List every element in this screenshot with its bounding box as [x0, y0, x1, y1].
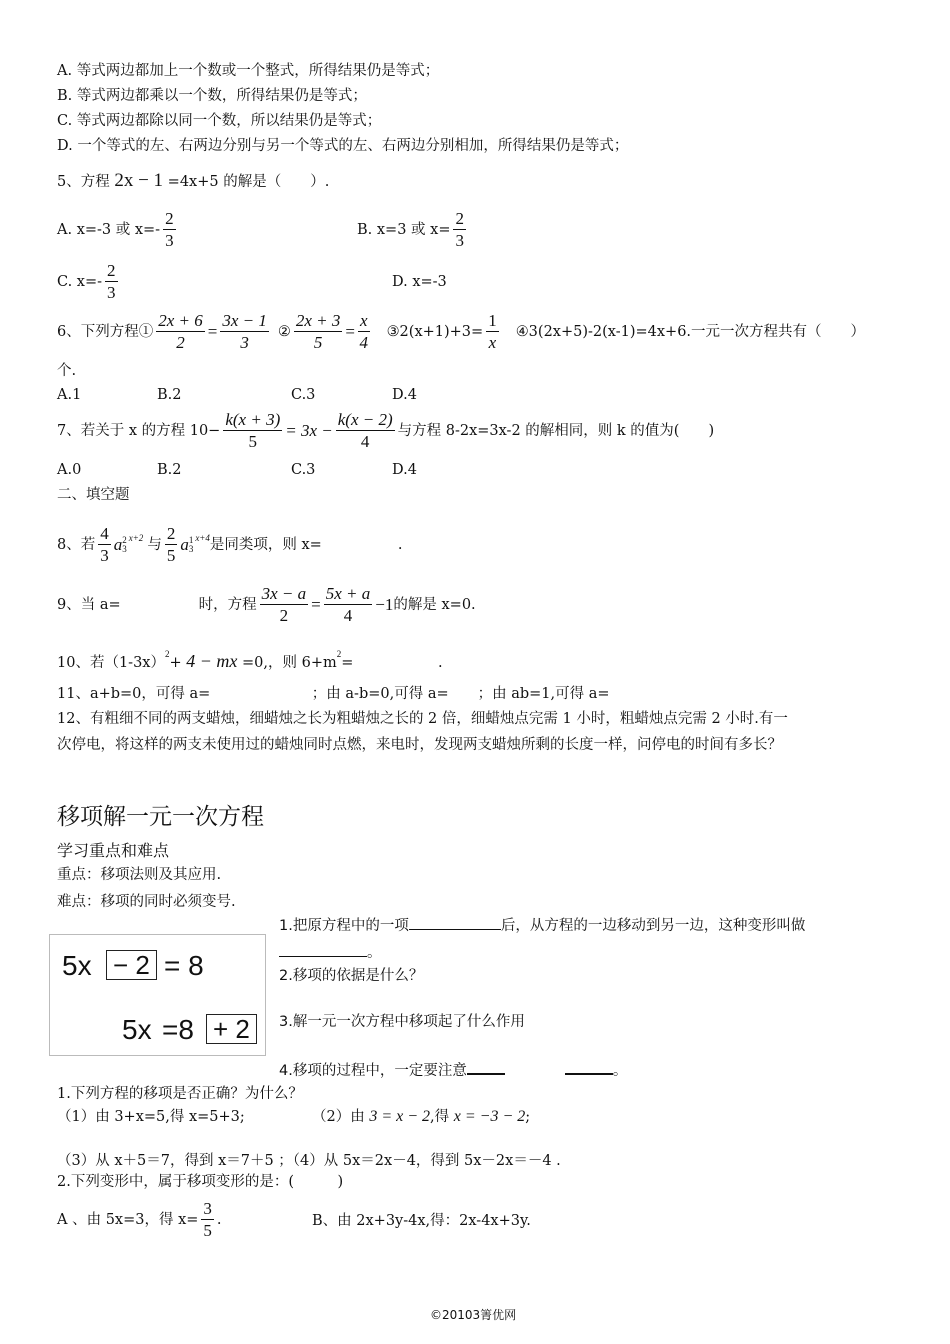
q5-option-c-text: C. x=- — [57, 274, 103, 290]
side-q4-text: 4.移项的过程中，一定要注意 — [279, 1063, 467, 1079]
fraction — [165, 525, 178, 565]
fraction-denominator: 4 — [360, 432, 370, 451]
fraction — [486, 312, 499, 352]
fraction — [260, 585, 309, 625]
fill-blank — [565, 1073, 613, 1075]
q5-option-b — [357, 205, 469, 255]
variable-a: a — [180, 535, 189, 554]
q8-suffix: 是同类项，则 x= — [209, 537, 322, 553]
fraction — [105, 262, 118, 302]
fraction-numerator: 4 — [100, 524, 109, 543]
exponent-denominator: 3 — [188, 544, 194, 554]
superscript: 2 — [336, 649, 342, 659]
fraction — [453, 210, 466, 250]
q6-option-c: C.3 — [291, 387, 316, 403]
page-title: 移项解一元一次方程 — [57, 804, 264, 830]
ex1-part3-4: （3）从 x＋5＝7，得到 x＝7＋5 ；（4）从 5x＝2x－4，得到 5x－2x＝－4 . — [57, 1153, 561, 1169]
fraction-numerator: 2 — [107, 261, 116, 280]
exponent-numerator: 2 — [122, 535, 127, 545]
fraction — [294, 312, 343, 352]
q8-prefix: 8、若 — [57, 537, 96, 553]
fill-blank — [467, 1073, 505, 1075]
ex1-part2-result: x = −3 − 2 — [453, 1108, 526, 1125]
side-q1-part2: 后，从方程的一边移动到另一边，这种变形叫做 — [500, 918, 806, 934]
fraction-numerator: x — [360, 311, 368, 330]
side-q2: 2.移项的依据是什么？ — [279, 968, 424, 984]
q7-stem — [57, 406, 714, 456]
exponent — [189, 536, 194, 554]
q5-suffix: =4x+5 的解是（ ）. — [167, 174, 330, 190]
figure-line1-box: − 2 — [106, 950, 157, 980]
fraction — [336, 411, 395, 451]
q12-line-2: 次停电，将这样的两支未使用过的蜡烛同时点燃，来电时，发现两支蜡烛所剩的长度一样，问停电的时间有多长？ — [57, 737, 782, 753]
ex2-option-a-end: . — [216, 1212, 222, 1228]
q9-middle: 时，方程 — [198, 597, 257, 613]
fraction — [223, 411, 282, 451]
fraction — [358, 312, 370, 352]
fraction-numerator: k(x + 3) — [225, 410, 281, 429]
q12-line-1: 12、有粗细不同的两支蜡烛，细蜡烛之长为粗蜡烛之长的 2 倍，细蜡烛点完需 1 小时，粗蜡烛点完需 2 小时.有一 — [57, 711, 788, 727]
fraction-denominator: 3 — [455, 231, 464, 250]
q6-equation-4: ④3(2x+5)-2(x-1)=4x+6.一元一次方程共有（ ） — [515, 324, 866, 340]
side-q4 — [279, 1062, 627, 1080]
fraction-numerator: 5x + a — [325, 584, 371, 603]
q10-expression: 4 − mx — [186, 651, 238, 671]
transposition-figure — [49, 934, 266, 1056]
key-point: 重点：移项法则及其应用. — [57, 867, 222, 883]
figure-line1-left: 5x — [62, 950, 92, 981]
fill-blank — [279, 956, 367, 957]
fraction-numerator: 2x + 3 — [295, 311, 341, 330]
q9-minus-one: −1 — [375, 595, 394, 614]
ex1-title: 1.下列方程的移项是否正确？为什么？ — [57, 1086, 303, 1102]
q8-stem — [57, 520, 402, 570]
fraction-denominator: 5 — [248, 432, 258, 451]
q10-stem — [57, 645, 443, 672]
q4-option-a: A. 等式两边都加上一个数或一个整式，所得结果仍是等式； — [57, 63, 440, 79]
fraction-denominator: 3 — [240, 333, 249, 352]
fraction — [98, 525, 111, 565]
fraction-numerator: 2 — [455, 209, 464, 228]
q6-option-a: A.1 — [57, 387, 82, 403]
fraction-denominator: 5 — [166, 546, 176, 565]
q7-option-c: C.3 — [291, 462, 316, 478]
fraction — [220, 312, 269, 352]
fraction-denominator: x — [488, 333, 497, 352]
equals: = — [311, 595, 321, 614]
fraction-denominator: 4 — [343, 606, 353, 625]
q5-expr: 2x − 1 — [114, 170, 164, 191]
subtitle: 学习重点和难点 — [57, 841, 170, 860]
variable-a: a — [113, 535, 123, 554]
q11-stem: 11、a+b=0，可得 a= ；由 a-b=0,可得 a= ；由 ab=1,可得 a= — [57, 686, 610, 702]
side-q1-line1 — [279, 917, 805, 935]
fraction-denominator: 3 — [107, 283, 116, 302]
q10-suffix: =0,，则 6+m — [242, 655, 337, 671]
fraction-denominator: 2 — [176, 333, 185, 352]
fraction — [201, 1200, 214, 1240]
q7-suffix: 与方程 8-2x=3x-2 的解相同，则 k 的值为( ) — [397, 423, 715, 439]
q6-equation-3: ③2(x+1)+3= — [386, 324, 484, 340]
q8-with: 与 — [147, 537, 162, 553]
q10-plus: + — [169, 655, 182, 671]
fraction-numerator: k(x − 2) — [337, 410, 393, 429]
q10-equals: = — [341, 655, 354, 671]
exponent-denominator: 3 — [122, 544, 127, 554]
fraction-numerator: 2x + 6 — [158, 311, 203, 330]
side-q4-end: 。 — [612, 1063, 628, 1079]
side-q1-line2 — [279, 944, 382, 962]
exponent-numerator: 1 — [188, 535, 194, 545]
fraction — [163, 210, 176, 250]
q4-option-d: D. 一个等式的左、右两边分别与另一个等式的左、右两边分别相加，所得结果仍是等式； — [57, 138, 629, 154]
equals: = — [345, 322, 356, 341]
exponent — [122, 536, 127, 554]
fraction-numerator: 3 — [203, 1199, 212, 1218]
circled-2: ② — [277, 324, 291, 340]
side-q1-part1: 1.把原方程中的一项 — [279, 918, 409, 934]
ex1-part1: （1）由 3+x=5,得 x=5+3; — [57, 1109, 245, 1125]
ex2-option-a-text: A 、由 5x=3，得 x= — [57, 1212, 199, 1228]
q4-option-c: C. 等式两边都除以同一个数，所以结果仍是等式； — [57, 113, 382, 129]
exponent-expression: x+2 — [128, 533, 144, 543]
fraction-denominator: 5 — [203, 1221, 212, 1240]
ex1-part2-equation: 3 = x − 2 — [369, 1108, 431, 1125]
q6-continuation: 个. — [57, 363, 77, 379]
q8-end: . — [397, 537, 403, 553]
side-q1-end: 。 — [367, 945, 382, 961]
q5-stem — [57, 172, 329, 191]
q6-option-d: D.4 — [392, 387, 417, 403]
ex1-part2-mid: ,得 — [430, 1109, 450, 1125]
section-heading-fill-in: 二、填空题 — [57, 487, 130, 503]
q9-stem — [57, 580, 476, 630]
fraction-denominator: 3 — [165, 231, 174, 250]
q7-option-d: D.4 — [392, 462, 417, 478]
q5-option-a — [57, 205, 179, 255]
difficulty-point: 难点：移项的同时必须变号. — [57, 894, 236, 910]
q5-option-a-text: A. x=-3 或 x=- — [57, 222, 161, 238]
q6-stem — [57, 307, 865, 357]
q6-option-b: B.2 — [157, 387, 182, 403]
q7-prefix: 7、若关于 x 的方程 10− — [57, 423, 221, 439]
fraction-denominator: 2 — [279, 606, 289, 625]
figure-line1-right: = 8 — [164, 950, 204, 981]
q10-prefix: 10、若（1-3x） — [57, 655, 165, 671]
fraction-denominator: 5 — [313, 333, 323, 352]
fraction — [156, 312, 205, 352]
q5-prefix: 5、方程 — [57, 174, 110, 190]
equals: = — [207, 322, 218, 341]
footer-copyright: ©20103箐优网 — [430, 1308, 517, 1322]
q7-option-a: A.0 — [57, 462, 82, 478]
q7-middle: = 3x − — [285, 421, 333, 440]
figure-line2-box: + 2 — [206, 1014, 257, 1044]
ex1-part2-prefix: （2）由 — [312, 1109, 365, 1125]
q9-prefix: 9、当 a= — [57, 597, 121, 613]
q6-prefix: 6、下列方程① — [57, 324, 154, 340]
q5-option-b-text: B. x=3 或 x= — [357, 222, 451, 238]
ex2-title: 2.下列变形中，属于移项变形的是：( ) — [57, 1174, 344, 1190]
figure-line2-mid: =8 — [162, 1014, 194, 1045]
fraction-numerator: 3x − a — [261, 584, 307, 603]
ex1-part2 — [312, 1108, 530, 1126]
q4-option-b: B. 等式两边都乘以一个数，所得结果仍是等式； — [57, 88, 367, 104]
q7-option-b: B.2 — [157, 462, 182, 478]
fill-blank — [409, 929, 501, 930]
superscript: 2 — [164, 649, 170, 659]
q5-option-c — [57, 257, 121, 307]
fraction-numerator: 2 — [166, 524, 176, 543]
fraction-denominator: 3 — [100, 546, 109, 565]
ex1-part2-end: ; — [525, 1109, 531, 1125]
ex2-option-a — [57, 1195, 222, 1245]
fraction-numerator: 3x − 1 — [222, 311, 267, 330]
exponent-expression: x+4 — [195, 533, 210, 543]
side-q3: 3.解一元一次方程中移项起了什么作用 — [279, 1014, 525, 1030]
q10-end: . — [437, 655, 443, 671]
fraction — [324, 585, 373, 625]
fraction-numerator: 2 — [165, 209, 174, 228]
ex2-option-b: B、由 2x+3y-4x,得：2x-4x+3y. — [312, 1213, 531, 1229]
q9-suffix: 的解是 x=0. — [393, 597, 476, 613]
fraction-numerator: 1 — [488, 311, 497, 330]
q5-option-d: D. x=-3 — [392, 274, 447, 290]
fraction-denominator: 4 — [359, 333, 369, 352]
figure-line2-left: 5x — [122, 1014, 152, 1045]
